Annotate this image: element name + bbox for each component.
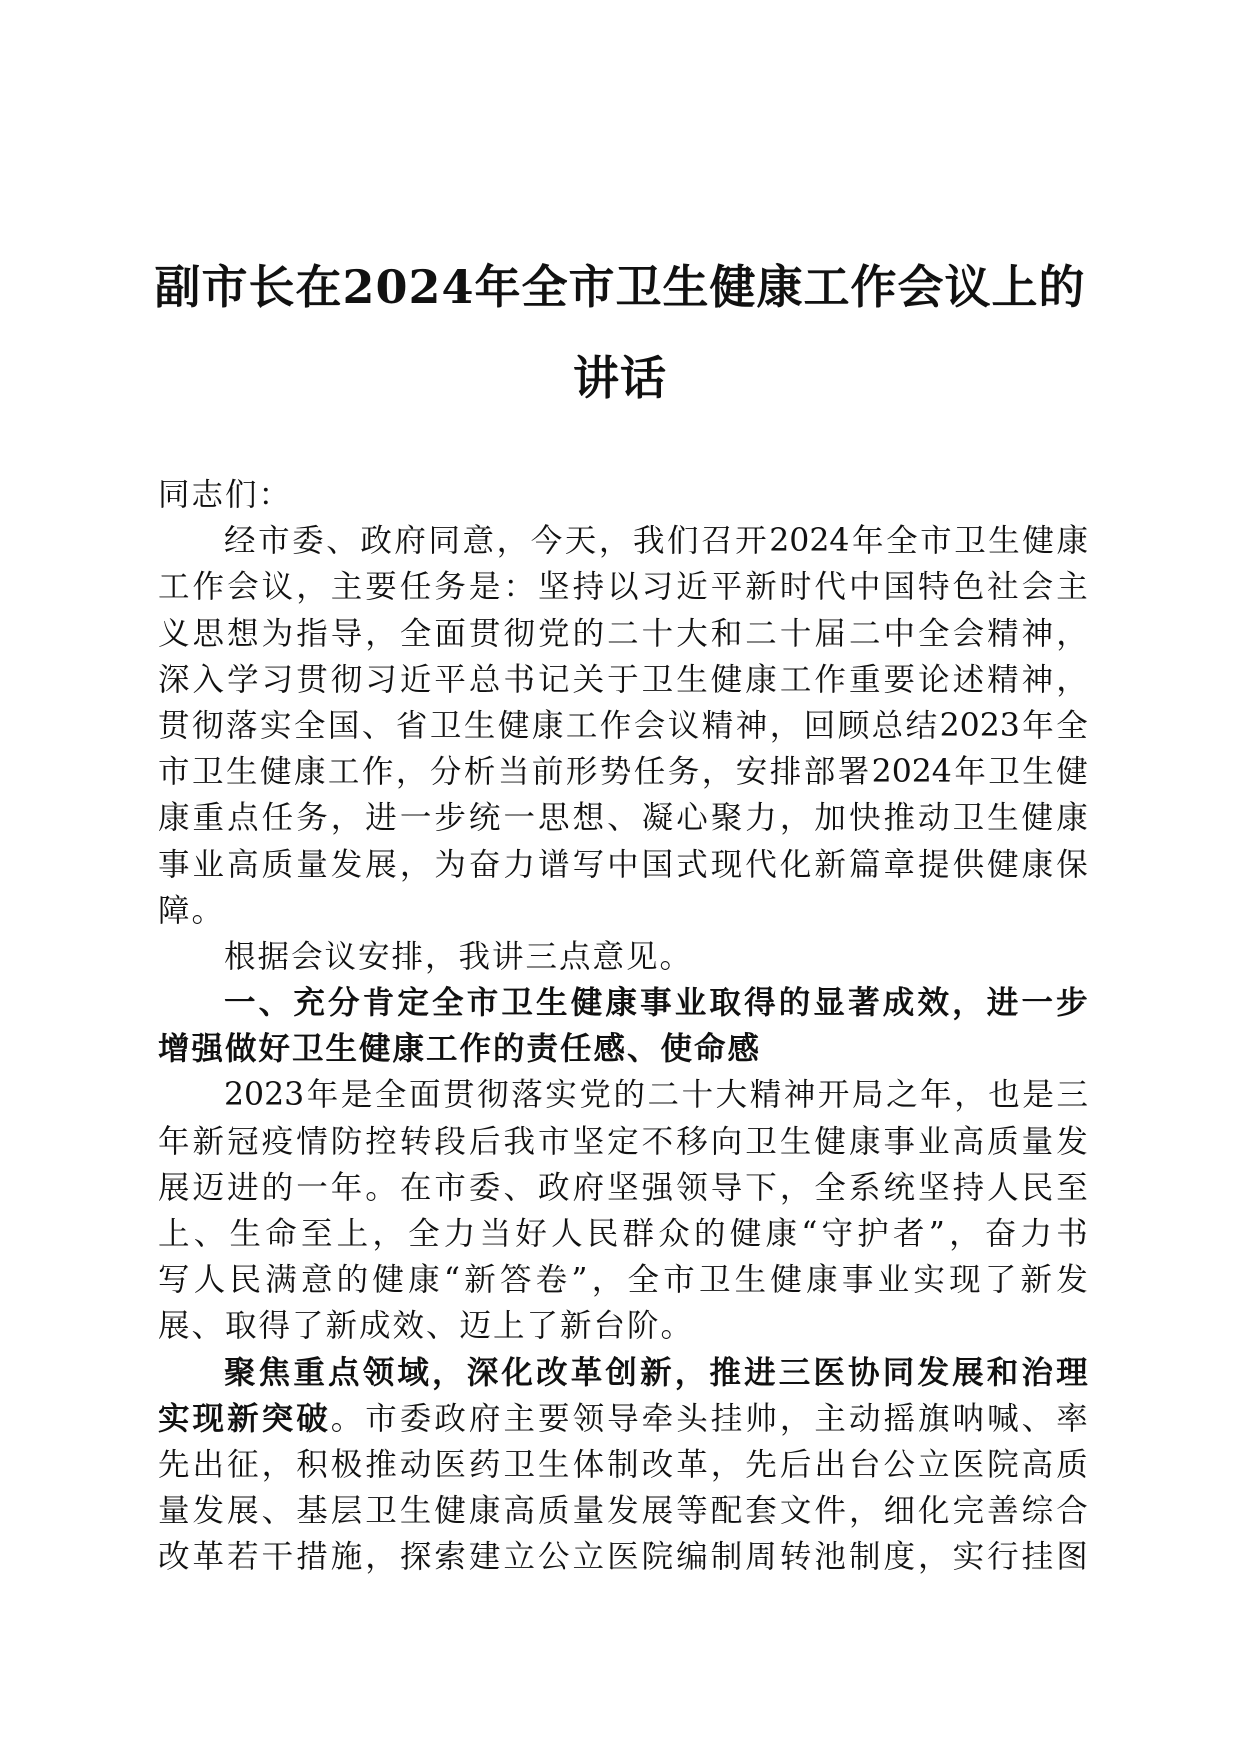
- document-title-line-1: 副市长在2024年全市卫生健康工作会议上的: [154, 260, 1086, 314]
- text-line: 改 革 若 干 措 施 ， 探 索 建 立 公 立 医 院 编 制 周 转 池 制 度 ， 实 行 挂 图: [158, 1539, 1088, 1576]
- text-line: 工 作 会 议 ， 主 要 任 务 是 ： 坚 持 以 习 近 平 新 时 代 中 国 特 色 社 会 主: [158, 569, 1088, 606]
- text-line: 展、取得了新成效、迈上了新台阶。: [158, 1308, 695, 1345]
- text-line: 深 入 学 习 贯 彻 习 近 平 总 书 记 关 于 卫 生 健 康 工 作 重 要 论 述 精 神 ，: [158, 661, 1088, 698]
- text-line: 事 业 高 质 量 发 展 ， 为 奋 力 谱 写 中 国 式 现 代 化 新 篇 章 提 供 健 康 保: [158, 846, 1088, 883]
- text-line: 先 出 征 ， 积 极 推 动 医 药 卫 生 体 制 改 革 ， 先 后 出 台 公 立 医 院 高 质: [158, 1446, 1088, 1483]
- text-line: 康 重 点 任 务 ， 进 一 步 统 一 思 想 、 凝 心 聚 力 ， 加 快 推 动 卫 生 健 康: [158, 800, 1088, 837]
- text-line: 根据会议安排，我讲三点意见。: [224, 938, 694, 975]
- text-line: 增强做好卫生健康工作的责任感、使命感: [158, 1030, 762, 1068]
- text-line: 同志们：: [158, 477, 293, 513]
- text-line: 量 发 展 、 基 层 卫 生 健 康 高 质 量 发 展 等 配 套 文 件 ， 细 化 完 善 综 合: [158, 1493, 1088, 1530]
- text-line: 上 、 生 命 至 上 ， 全 力 当 好 人 民 群 众 的 健 康 “ 守 护 者 ” ， 奋 力 书: [158, 1216, 1088, 1252]
- text-line: 写 人 民 满 意 的 健 康 “ 新 答 卷 ” ， 全 市 卫 生 健 康 事 业 实 现 了 新 发: [158, 1262, 1088, 1299]
- text-line: 年 新 冠 疫 情 防 控 转 段 后 我 市 坚 定 不 移 向 卫 生 健 康 事 业 高 质 量 发: [158, 1123, 1088, 1160]
- text-line: 义 思 想 为 指 导 ， 全 面 贯 彻 党 的 二 十 大 和 二 十 届 二 中 全 会 精 神 ，: [158, 615, 1088, 652]
- speech-body: [158, 472, 1088, 1581]
- text-line: 经 市 委 、 政 府 同 意 ， 今 天 ， 我 们 召 开 2024 年 全 市 卫 生 健 康: [224, 523, 1088, 560]
- text-line: 一 、 充 分 肯 定 全 市 卫 生 健 康 事 业 取 得 的 显 著 成 效 ， 进 一 步: [224, 984, 1088, 1022]
- text-line: 障。: [158, 892, 226, 929]
- text-line: 贯 彻 落 实 全 国 、 省 卫 生 健 康 工 作 会 议 精 神 ， 回 顾 总 结 2023 年 全: [158, 707, 1088, 744]
- text-line: 市 卫 生 健 康 工 作 ， 分 析 当 前 形 势 任 务 ， 安 排 部 署 2024 年 卫 生 健: [158, 754, 1088, 791]
- text-line: 实 现 新 突 破 。 市 委 政 府 主 要 领 导 牵 头 挂 帅 ， 主 动 摇 旗 呐 喊 、 率: [158, 1399, 1088, 1437]
- text-line: 2023 年 是 全 面 贯 彻 落 实 党 的 二 十 大 精 神 开 局 之 年 ， 也 是 三: [224, 1077, 1088, 1114]
- text-line: 聚 焦 重 点 领 域 ， 深 化 改 革 创 新 ， 推 进 三 医 协 同 发 展 和 治 理: [224, 1353, 1088, 1391]
- text-line: 展 迈 进 的 一 年 。 在 市 委 、 政 府 坚 强 领 导 下 ， 全 系 统 坚 持 人 民 至: [158, 1169, 1088, 1206]
- document-title-line-2: 讲话: [573, 351, 667, 405]
